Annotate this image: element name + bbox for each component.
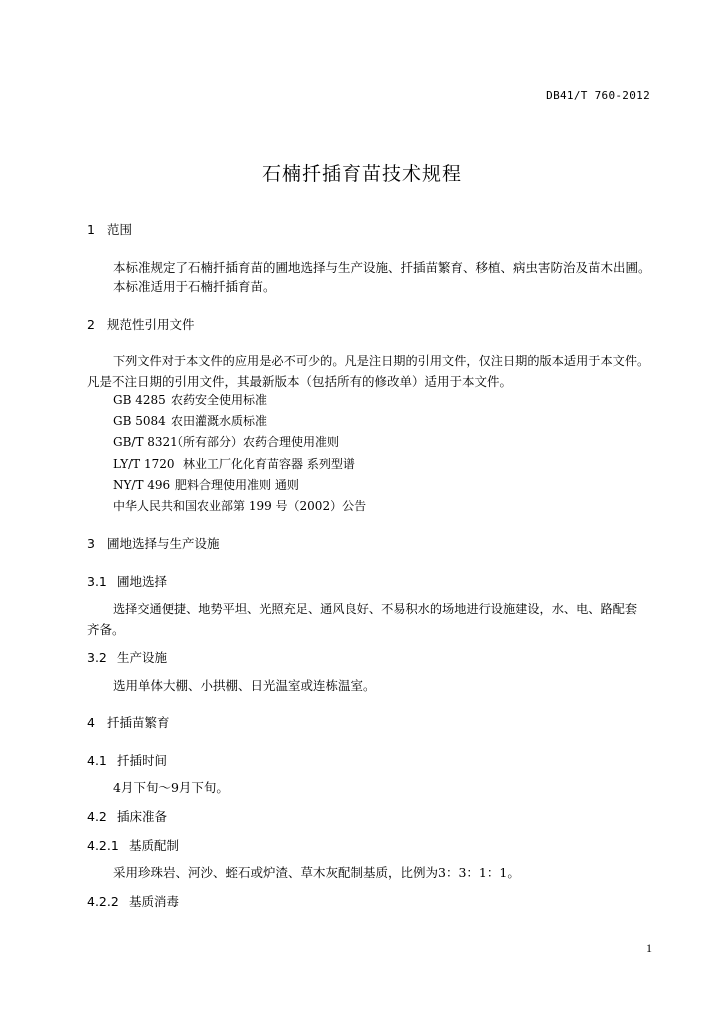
paragraph: 下列文件对于本文件的应用是必不可少的。凡是注日期的引用文件，仅注日期的版本适用于本文件。 bbox=[113, 354, 650, 368]
paragraph: 本标准适用于石楠扦插育苗。 bbox=[113, 279, 276, 294]
section-number: 3 bbox=[87, 536, 95, 551]
reference-title: 中华人民共和国农业部第 199 号（2002）公告 bbox=[113, 499, 367, 513]
section-4-heading bbox=[87, 713, 170, 731]
section-number: 4.1 bbox=[87, 753, 107, 768]
reference-code: GB 4285 bbox=[113, 393, 166, 407]
section-2-heading bbox=[87, 315, 195, 333]
page-number: 1 bbox=[646, 941, 652, 955]
reference-code: NY/T 496 bbox=[113, 478, 171, 492]
reference-title: 林业工厂化化育苗容器 系列型谱 bbox=[183, 457, 355, 471]
section-number: 1 bbox=[87, 222, 95, 237]
reference-item bbox=[113, 391, 267, 408]
section-number: 4.2.1 bbox=[87, 838, 119, 853]
paragraph: 选择交通便捷、地势平坦、光照充足、通风良好、不易积水的场地进行设施建设，水、电、路配套 bbox=[113, 602, 638, 616]
reference-title: 农药安全使用标准 bbox=[171, 393, 268, 407]
reference-title: （所有部分）农药合理使用准则 bbox=[171, 435, 340, 449]
section-title: 扦插时间 bbox=[117, 753, 168, 768]
section-number: 4.2 bbox=[87, 809, 107, 824]
section-title: 扦插苗繁育 bbox=[107, 715, 170, 730]
reference-item bbox=[113, 412, 267, 429]
reference-item bbox=[113, 497, 366, 514]
section-1-heading bbox=[87, 220, 132, 238]
section-title: 基质配制 bbox=[129, 838, 180, 853]
subsection-4-1-heading bbox=[87, 751, 167, 769]
reference-item bbox=[113, 433, 339, 450]
section-3-heading bbox=[87, 534, 220, 552]
subsection-4-2-2-heading bbox=[87, 892, 179, 910]
subsection-4-2-1-heading bbox=[87, 836, 179, 854]
reference-item bbox=[113, 476, 299, 493]
subsection-3-1-heading bbox=[87, 572, 167, 590]
section-number: 3.2 bbox=[87, 650, 107, 665]
subsection-3-2-heading bbox=[87, 648, 167, 666]
section-number: 4 bbox=[87, 715, 95, 730]
paragraph: 采用珍珠岩、河沙、蛭石或炉渣、草木灰配制基质，比例为3：3：1：1。 bbox=[113, 865, 520, 880]
section-title: 生产设施 bbox=[117, 650, 168, 665]
section-title: 插床准备 bbox=[117, 809, 168, 824]
section-title: 圃地选择 bbox=[117, 574, 168, 589]
section-title: 规范性引用文件 bbox=[107, 317, 195, 332]
standard-code: DB41/T 760-2012 bbox=[546, 89, 650, 102]
section-number: 2 bbox=[87, 317, 95, 332]
reference-title: 农田灌溉水质标准 bbox=[171, 414, 268, 428]
section-title: 范围 bbox=[107, 222, 133, 237]
reference-code: GB 5084 bbox=[113, 414, 166, 428]
paragraph: 凡是不注日期的引用文件，其最新版本（包括所有的修改单）适用于本文件。 bbox=[87, 374, 513, 389]
paragraph: 4月下旬～9月下旬。 bbox=[113, 780, 229, 795]
section-title: 圃地选择与生产设施 bbox=[107, 536, 220, 551]
reference-title: 肥料合理使用准则 通则 bbox=[175, 478, 299, 492]
paragraph: 选用单体大棚、小拱棚、日光温室或连栋温室。 bbox=[113, 678, 376, 693]
section-title: 基质消毒 bbox=[129, 894, 180, 909]
reference-code: LY/T 1720 bbox=[113, 457, 175, 471]
document-title: 石楠扦插育苗技术规程 bbox=[261, 163, 462, 185]
section-number: 4.2.2 bbox=[87, 894, 119, 909]
subsection-4-2-heading bbox=[87, 807, 167, 825]
section-number: 3.1 bbox=[87, 574, 107, 589]
reference-item bbox=[113, 455, 355, 472]
reference-code: GB/T 8321 bbox=[113, 435, 178, 449]
paragraph: 本标准规定了石楠扦插育苗的圃地选择与生产设施、扦插苗繁育、移植、病虫害防治及苗木出圃。 bbox=[113, 260, 651, 275]
paragraph: 齐备。 bbox=[87, 622, 125, 637]
